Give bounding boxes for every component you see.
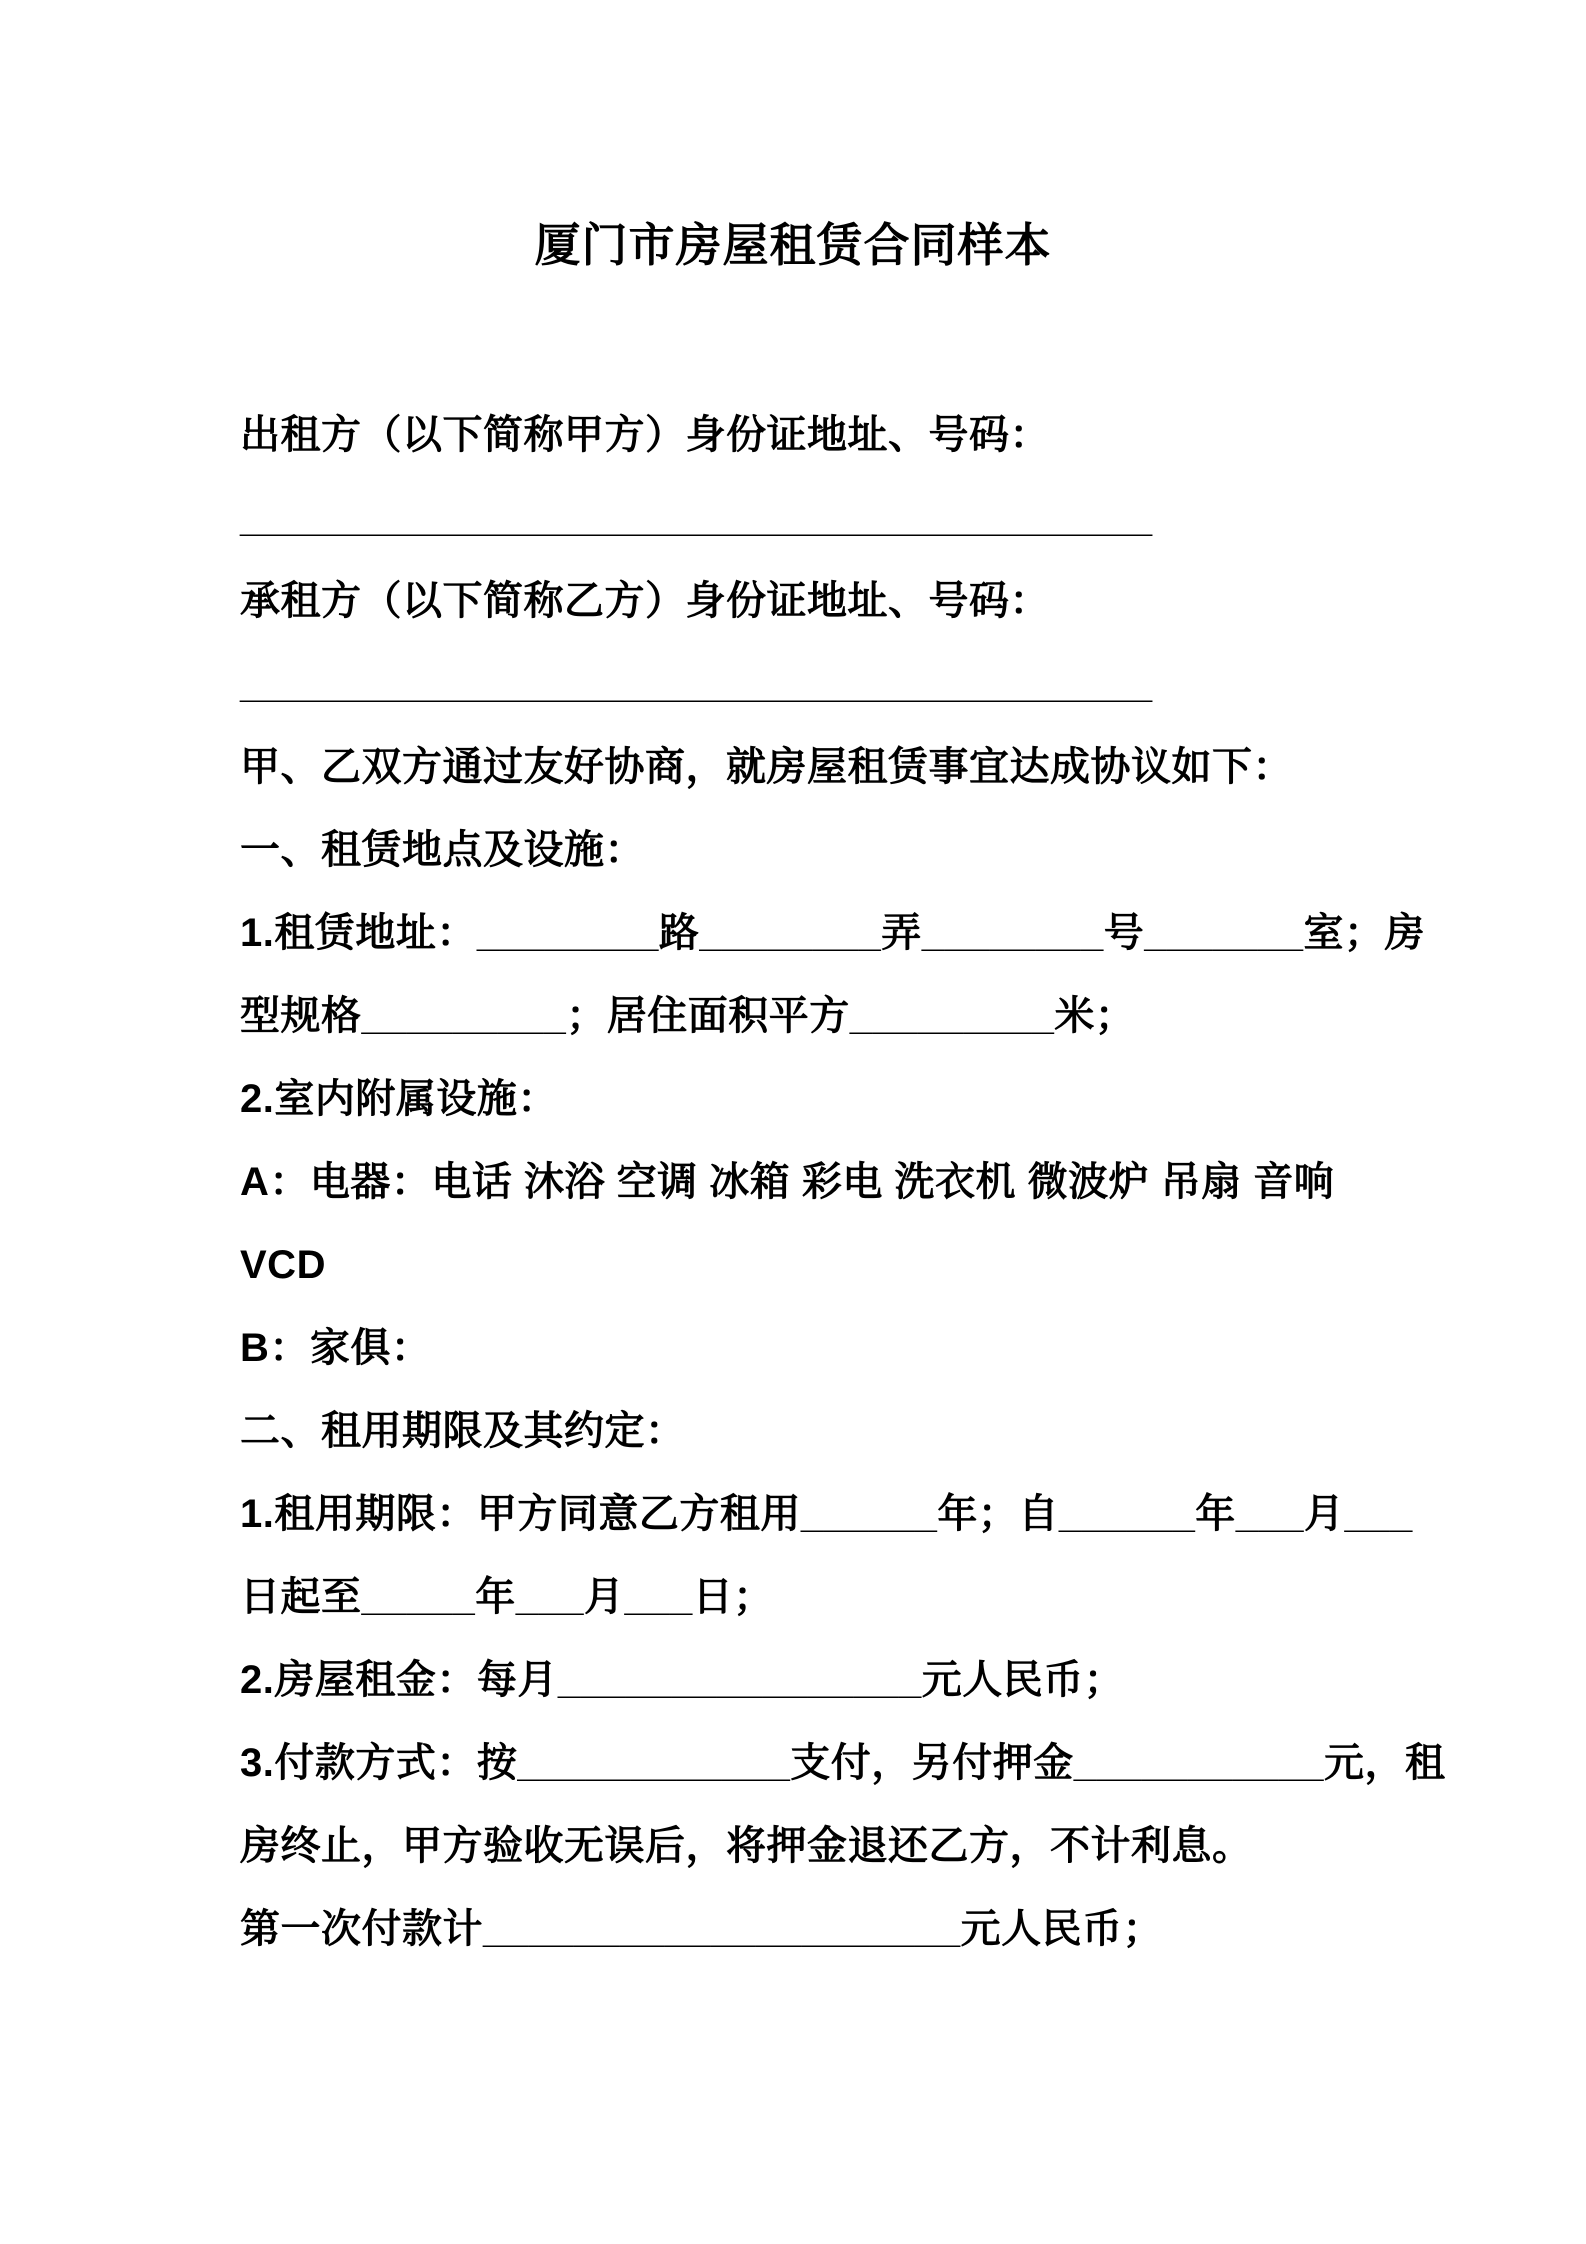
document-title: 厦门市房屋租赁合同样本	[534, 219, 1052, 271]
lease-term-line: 1.租用期限：甲方同意乙方租用______年；自______年___月___	[240, 1492, 1413, 1536]
appliances-line: A：电器：电话 沐浴 空调 冰箱 彩电 洗衣机 微波炉 吊扇 音响	[240, 1160, 1335, 1204]
section-2-heading: 二、租用期限及其约定：	[240, 1409, 686, 1453]
monthly-rent-line: 2.房屋租金：每月________________元人民币；	[240, 1658, 1125, 1702]
payment-method-line: 3.付款方式：按____________支付，另付押金___________元，租	[240, 1741, 1446, 1785]
first-payment-line: 第一次付款计_____________________元人民币；	[240, 1907, 1164, 1951]
rental-address-line-2: 型规格_________；居住面积平方_________米；	[240, 994, 1136, 1038]
indoor-facilities-heading: 2.室内附属设施：	[240, 1077, 558, 1121]
lessor-blank-line: _________________________________________	[240, 496, 1153, 540]
document-body	[240, 394, 1446, 1971]
furniture-line: B：家俱：	[240, 1326, 432, 1370]
vcd-line: VCD	[240, 1243, 326, 1287]
lease-term-line-2: 日起至_____年___月___日；	[240, 1575, 774, 1619]
lessee-blank-line: _________________________________________	[240, 662, 1153, 706]
agreement-intro-line: 甲、乙双方通过友好协商，就房屋租赁事宜达成协议如下：	[240, 745, 1293, 789]
lessee-id-line: 承租方（以下简称乙方）身份证地址、号码：	[240, 579, 1050, 623]
section-1-heading: 一、租赁地点及设施：	[240, 828, 645, 872]
rental-address-line: 1.租赁地址：________路________弄________号_______室；房	[240, 911, 1425, 955]
lessor-id-line: 出租方（以下简称甲方）身份证地址、号码：	[240, 413, 1050, 457]
deposit-refund-line: 房终止，甲方验收无误后，将押金退还乙方，不计利息。	[240, 1824, 1253, 1868]
